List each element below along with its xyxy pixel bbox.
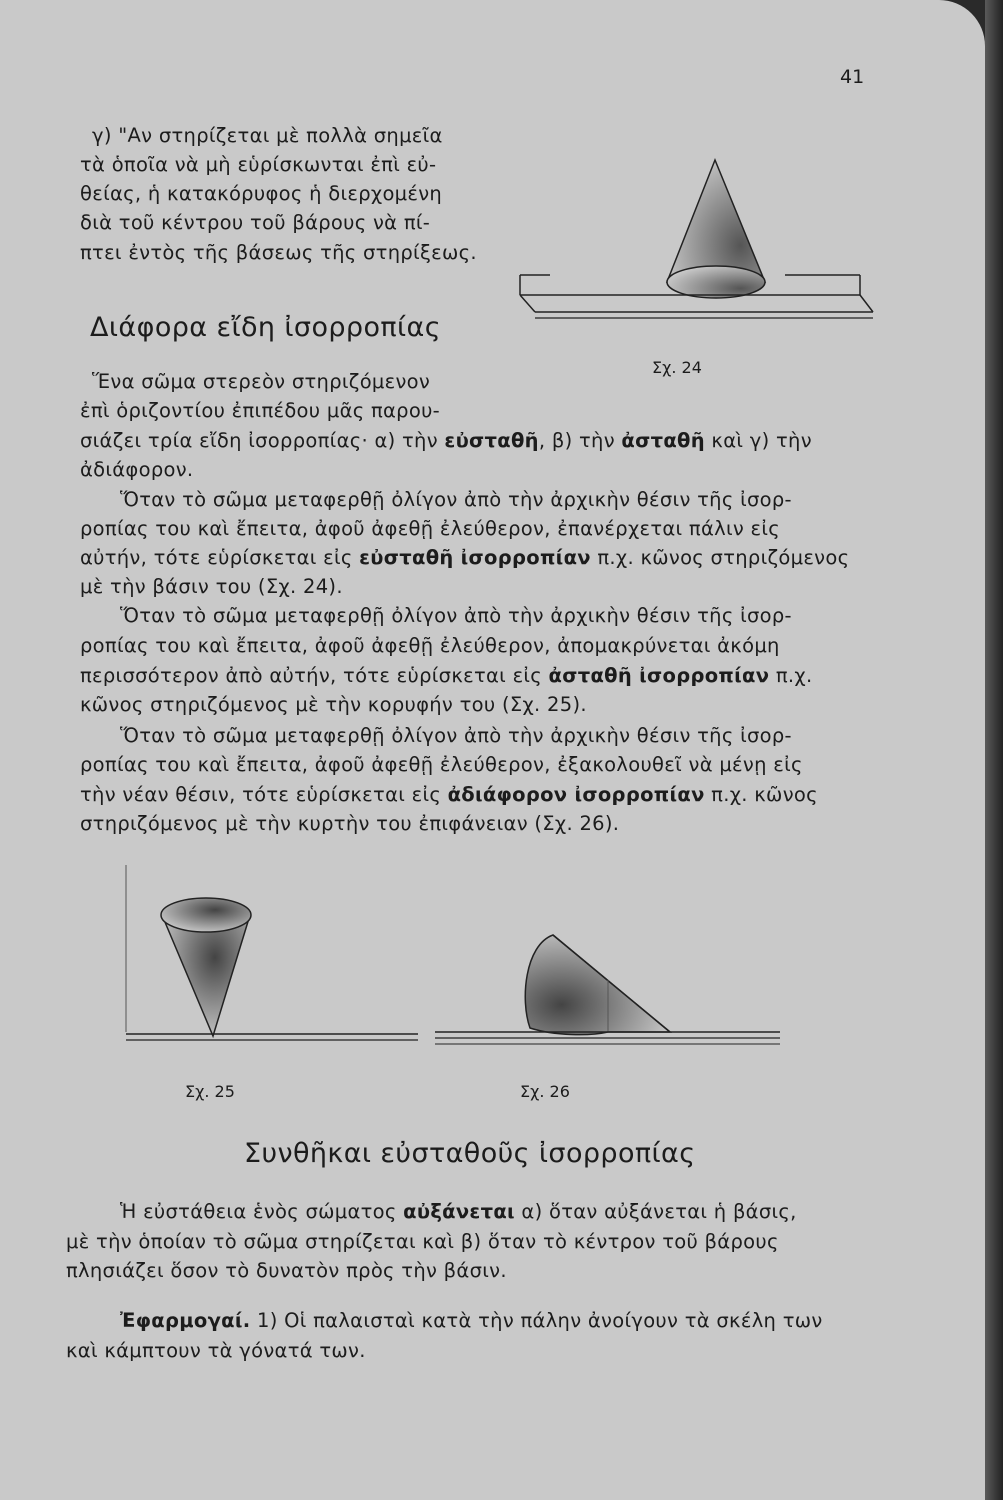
conditions-line-1: Ἡ εὐστάθεια ἑνὸς σώματος αὐξάνεται α) ὅταν αὐξάνεται ἡ βάσις, [120,1200,797,1223]
figure-26 [430,920,790,1060]
intro-line-2: ἐπὶ ὁριζοντίου ἐπιπέδου μᾶς παρου- [80,399,440,422]
cone-upright [667,160,765,282]
stable-line-2: ροπίας του καὶ ἔπειτα, ἀφοῦ ἀφεθῇ ἐλεύθερον, ἐπανέρχεται πάλιν εἰς [80,517,781,540]
unstable-line-4: κῶνος στηριζόμενος μὲ τὴν κορυφήν του (Σχ. 25). [80,693,587,716]
neutral-line-2: ροπίας του καὶ ἔπειτα, ἀφοῦ ἀφεθῇ ἐλεύθερον, ἐξακολουθεῖ νὰ μένῃ εἰς [80,753,803,776]
figure-25 [118,860,428,1050]
term-neutral-equilibrium: ἀδιάφορον ἰσορροπίαν [447,783,705,806]
neutral-line-1: Ὅταν τὸ σῶμα μεταφερθῇ ὀλίγον ἀπὸ τὴν ἀρχικὴν θέσιν τῆς ἰσορ- [120,724,792,747]
caption-fig-26: Σχ. 26 [520,1082,570,1101]
term-unstable-equilibrium: ἀσταθῆ ἰσορροπίαν [548,664,770,687]
unstable-line-1: Ὅταν τὸ σῶμα μεταφερθῇ ὀλίγον ἀπὸ τὴν ἀρχικὴν θέσιν τῆς ἰσορ- [120,604,792,627]
intro-line-4: ἀδιάφορον. [80,458,194,481]
term-unstable: ἀσταθῆ [621,429,705,452]
neutral-line-4: στηριζόμενος μὲ τὴν κυρτὴν του ἐπιφάνειαν (Σχ. 26). [80,812,620,835]
unstable-line-2: ροπίας του καὶ ἔπειτα, ἀφοῦ ἀφεθῇ ἐλεύθερον, ἀπομακρύνεται ἀκόμη [80,634,780,657]
book-edge [985,0,1003,1500]
para-c-line-5: πτει ἐντὸς τῆς βάσεως τῆς στηρίξεως. [80,241,477,264]
intro-line-3: σιάζει τρία εἴδη ἰσορροπίας· α) τὴν εὐσταθῆ, β) τὴν ἀσταθῆ καὶ γ) τὴν [80,429,812,452]
term-increases: αὐξάνεται [403,1200,515,1223]
cone-on-side [525,935,670,1035]
para-c-line-2: τὰ ὁποῖα νὰ μὴ εὑρίσκωνται ἐπὶ εὐ- [80,153,437,176]
conditions-line-2: μὲ τὴν ὁποίαν τὸ σῶμα στηρίζεται καὶ β) ὅταν τὸ κέντρον τοῦ βάρους [66,1230,779,1253]
para-c-line-3: θείας, ἡ κατακόρυφος ἡ διερχομένη [80,182,443,205]
neutral-line-3: τὴν νέαν θέσιν, τότε εὑρίσκεται εἰς ἀδιάφορον ἰσορροπίαν π.χ. κῶνος [80,783,818,806]
applications-line-2: καὶ κάμπτουν τὰ γόνατά των. [66,1339,366,1362]
caption-fig-24: Σχ. 24 [652,358,702,377]
figure-24 [515,150,875,230]
stable-line-4: μὲ τὴν βάσιν του (Σχ. 24). [80,575,343,598]
caption-fig-25: Σχ. 25 [185,1082,235,1101]
applications-line-1: Ἐφαρμογαί. 1) Οἱ παλαισταὶ κατὰ τὴν πάλην ἀνοίγουν τὰ σκέλη των [120,1309,823,1332]
applications-label: Ἐφαρμογαί. [120,1309,251,1332]
intro-line-1: Ἕνα σῶμα στερεὸν στηριζόμενον [92,370,431,393]
term-stable: εὐσταθῆ [444,429,539,452]
page-number: 41 [840,66,865,88]
para-c-line-1: γ) "Αν στηρίζεται μὲ πολλὰ σημεῖα [92,124,443,147]
conditions-line-3: πλησιάζει ὅσον τὸ δυνατὸν πρὸς τὴν βάσιν. [66,1259,507,1282]
stable-line-3: αὐτήν, τότε εὑρίσκεται εἰς εὐσταθῆ ἰσορροπίαν π.χ. κῶνος στηριζόμενος [80,546,850,569]
heading-kinds-of-equilibrium: Διάφορα εἴδη ἰσορροπίας [90,312,441,343]
cone-inverted [162,915,250,1036]
term-stable-equilibrium: εὐσταθῆ ἰσορροπίαν [359,546,591,569]
unstable-line-3: περισσότερον ἀπὸ αὐτήν, τότε εὑρίσκεται εἰς ἀσταθῆ ἰσορροπίαν π.χ. [80,664,813,687]
stable-line-1: Ὅταν τὸ σῶμα μεταφερθῇ ὀλίγον ἀπὸ τὴν ἀρχικὴν θέσιν τῆς ἰσορ- [120,488,792,511]
para-c-line-4: διὰ τοῦ κέντρου τοῦ βάρους νὰ πί- [80,211,431,234]
heading-stable-conditions: Συνθῆκαι εὐσταθοῦς ἰσορροπίας [244,1138,696,1169]
